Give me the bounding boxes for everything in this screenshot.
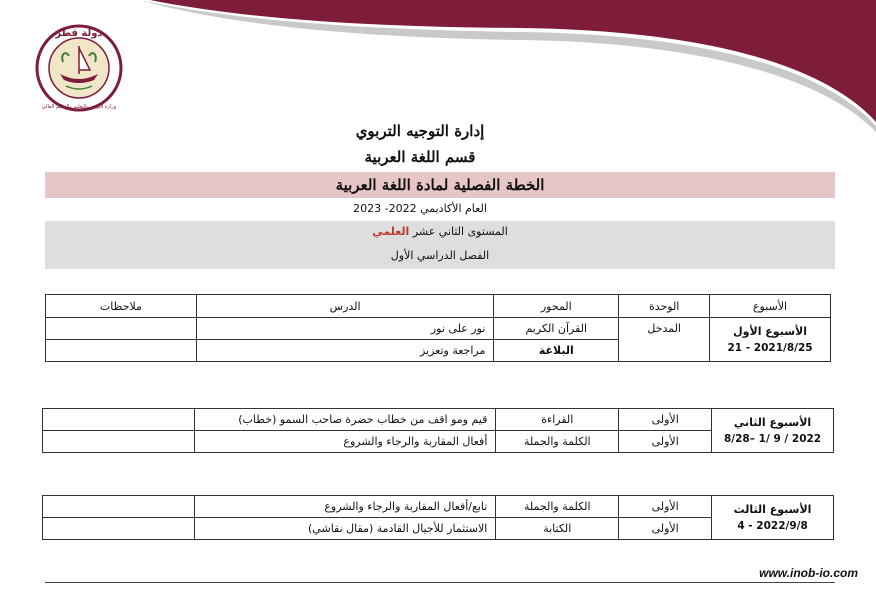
svg-text:دولة قطر: دولة قطر — [55, 28, 103, 39]
axis-cell: الكلمة والجملة — [496, 431, 619, 453]
footer-divider — [45, 582, 835, 583]
department-title: إدارة التوجيه التربوي — [355, 122, 485, 140]
week-cell — [712, 496, 834, 540]
table-header-row — [46, 295, 831, 318]
notes-cell — [46, 340, 197, 362]
week-dates: 4 - 2022/9/8 — [737, 519, 808, 532]
header-unit: الوحدة — [619, 295, 710, 318]
qatar-ministry-logo — [30, 22, 128, 114]
unit-cell: المدخل — [619, 318, 710, 362]
week3-table — [42, 495, 834, 540]
section-title: قسم اللغة العربية — [364, 148, 476, 166]
svg-text:وزارة التربية والتعليم والتعلي: وزارة التربية والتعليم والتعليم العالي — [41, 104, 117, 110]
lesson-cell: قيم ومو اقف من خطاب حضرة صاحب السمو (خطاب) — [194, 409, 496, 431]
notes-cell — [43, 496, 195, 518]
notes-cell — [43, 431, 195, 453]
level-prefix: المستوى الثاني عشر — [412, 225, 508, 238]
level-highlight: العلمي — [372, 225, 410, 238]
week-cell — [712, 409, 834, 453]
term-label: الفصل الدراسي الأول — [390, 249, 490, 262]
unit-cell: الأولى — [619, 409, 712, 431]
notes-cell — [43, 518, 195, 540]
academic-year: العام الأكاديمي 2022- 2023 — [353, 202, 487, 215]
week-name: الأسبوع الثالث — [733, 502, 812, 516]
header-notes: ملاحظات — [46, 295, 197, 318]
week1-table — [45, 294, 831, 362]
unit-cell: الأولى — [619, 518, 712, 540]
header-swoosh — [0, 0, 876, 135]
header-axis: المحور — [494, 295, 619, 318]
lesson-cell: نور على نور — [196, 318, 494, 340]
axis-cell: الكتابة — [496, 518, 619, 540]
week-cell — [710, 318, 831, 362]
axis-cell: الكلمة والجملة — [496, 496, 619, 518]
header-week: الأسبوع — [710, 295, 831, 318]
week-dates: 8/28– 1/ 9 / 2022 — [723, 432, 822, 445]
lesson-cell: أفعال المقاربة والرجاء والشروع — [194, 431, 496, 453]
table-row — [43, 496, 834, 518]
level-label — [45, 225, 835, 238]
table-row — [43, 409, 834, 431]
notes-cell — [46, 318, 197, 340]
week-name: الأسبوع الثاني — [733, 415, 812, 429]
axis-cell: البلاغة — [494, 340, 619, 362]
unit-cell: الأولى — [619, 431, 712, 453]
week2-table — [42, 408, 834, 453]
lesson-cell: مراجعة وتعزيز — [196, 340, 494, 362]
level-band — [45, 221, 835, 269]
axis-cell: القرآن الكريم — [494, 318, 619, 340]
notes-cell — [43, 409, 195, 431]
week-name: الأسبوع الأول — [733, 324, 807, 338]
header-lesson: الدرس — [196, 295, 494, 318]
website-link[interactable]: www.inob-io.com — [759, 566, 858, 580]
unit-cell: الأولى — [619, 496, 712, 518]
week-dates: 21 - 2021/8/25 — [727, 341, 813, 354]
lesson-cell: تابع/أفعال المقاربة والرجاء والشروع — [194, 496, 496, 518]
table-row — [46, 318, 831, 340]
axis-cell: القراءة — [496, 409, 619, 431]
lesson-cell: الاستثمار للأجيال القادمة (مقال نقاشي) — [194, 518, 496, 540]
plan-title: الخطة الفصلية لمادة اللغة العربية — [45, 172, 835, 198]
